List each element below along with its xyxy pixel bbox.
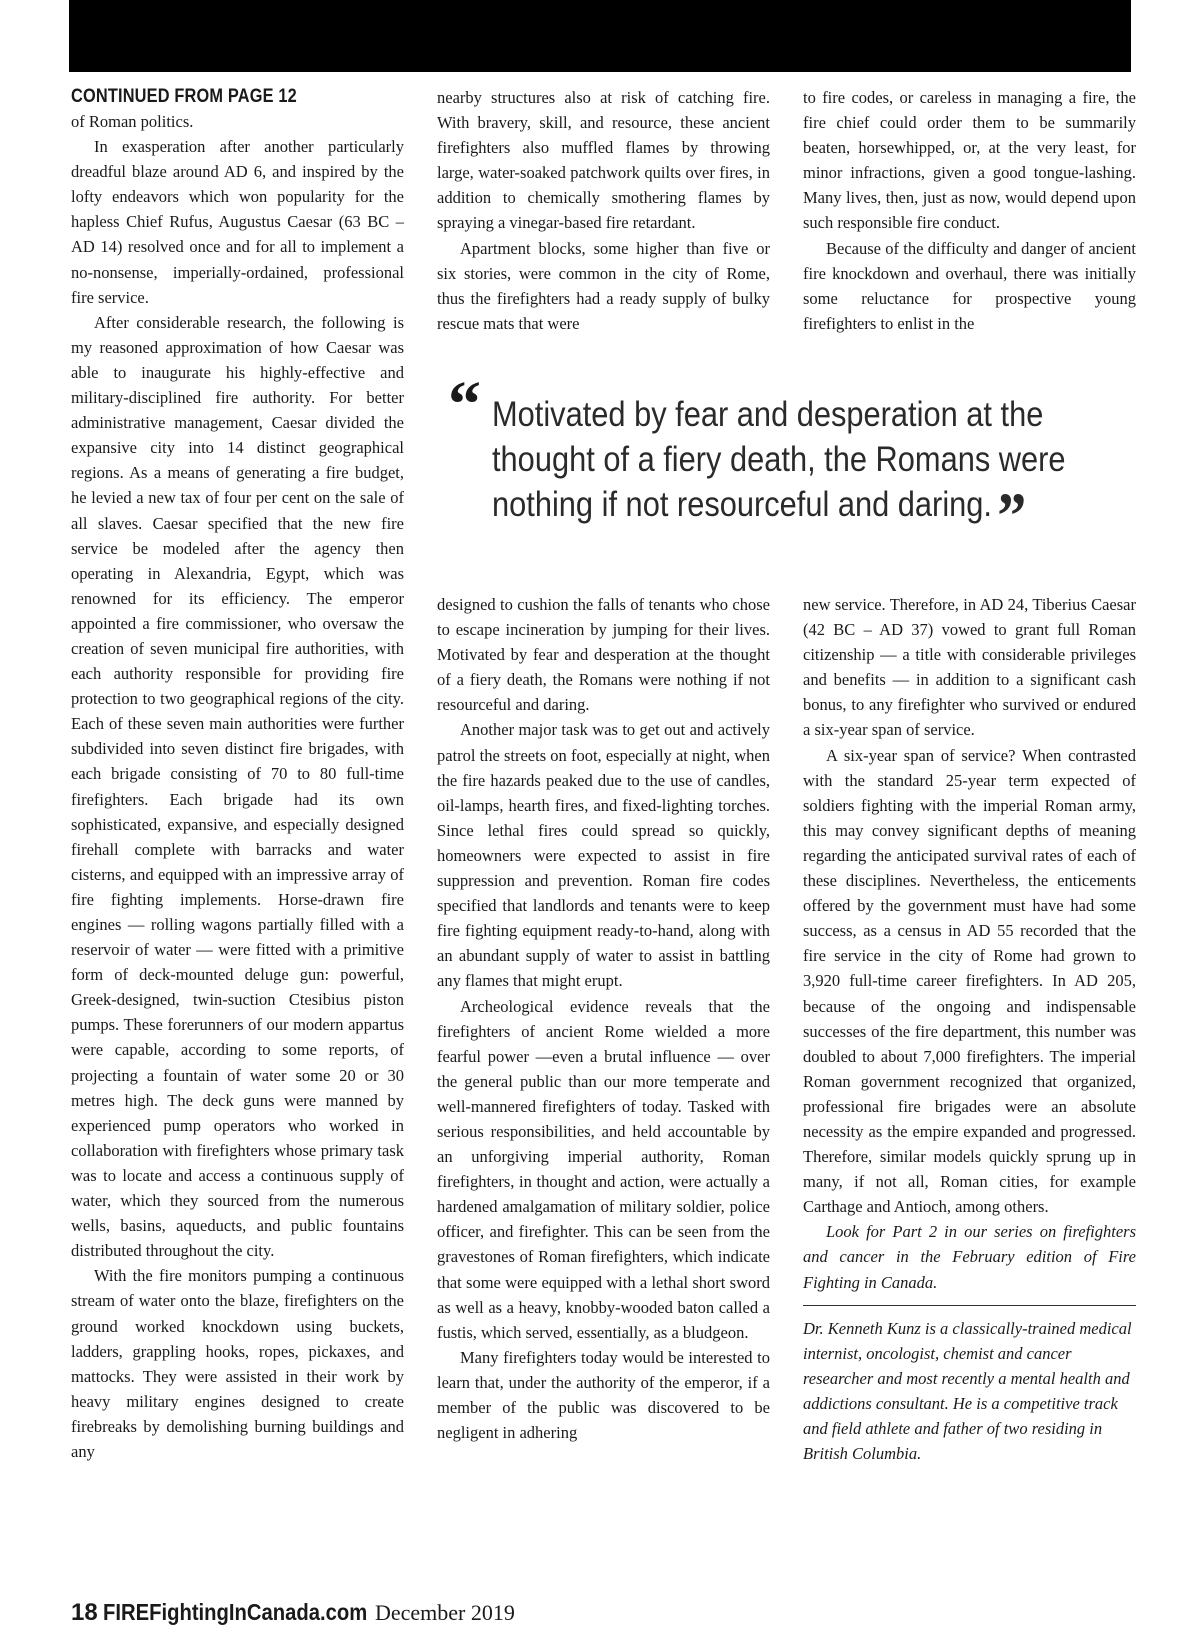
- article-column-1: [71, 85, 404, 1464]
- paragraph: After considerable research, the following is my reasoned approximation of how Caesar was able to inaugurate his highly-effective and military-disciplined fire authority. For better administrative management, Caesar divided the expansive city into 14 distinct geographical regions. As a means of generating a fire budget, he levied a new tax of four per cent on the sale of all slaves. Caesar specified that the new fire service be modeled after the agency then operating in Alexandria, Egypt, which was renowned for its efficiency. The emperor appointed a fire commissioner, who oversaw the creation of seven municipal fire authorities, with each authority responsible for providing fire protection to two geographical regions of the city. Each of these seven main authorities were further subdivided into seven distinct fire brigades, with each brigade consisting of 70 to 80 full-time firefighters. Each brigade had its own sophisticated, expansive, and especially designed firehall complete with barracks and water cisterns, and equipped with an impressive array of fire fighting implements. Horse-drawn fire engines — rolling wagons partially filled with a reservoir of water — were fitted with a primitive form of deck-mounted deluge gun: powerful, Greek-designed, twin-suction Ctesibius piston pumps. These forerunners of our modern appartus were capable, according to some reports, of projecting a fountain of water some 20 or 30 metres high. The deck guns were manned by experienced pump operators who worked in collaboration with firefighters whose primary task was to locate and access a continuous supply of water, which they sourced from the numerous wells, basins, aqueducts, and public fountains distributed throughout the city.: [71, 312, 404, 1261]
- paragraph: of Roman politics.: [71, 112, 194, 131]
- paragraph: Archeological evidence reveals that the firefighters of ancient Rome wielded a more fearful power —even a brutal influence — over the general public than our more temperate and well-mannered firefighters of today. Tasked with serious responsibilities, and held accountable by an unforgiving imperial authority, Roman firefighters, in thought and action, were actually a hardened amalgamation of military soldier, police officer, and firefighter. This can be seen from the gravestones of Roman firefighters, which indicate that some were equipped with a lethal short sword as well as a heavy, knobby-wooded baton called a fustis, which served, essentially, as a bludgeon.: [437, 996, 770, 1342]
- continued-from-label: CONTINUED FROM PAGE 12: [71, 86, 297, 107]
- series-note: Look for Part 2 in our series on firefighters and cancer in the February edition of Fire Fighting in Canada.: [803, 1222, 1136, 1292]
- paragraph: A six-year span of service? When contrasted with the standard 25-year term expected of soldiers fighting with the imperial Roman army, this may convey significant depths of meaning regarding the anticipated survival rates of each of these disciplines. Nevertheless, the enticements offered by the government must have had some success, as a census in AD 55 recorded that the fire service in the city of Rome had grown to 3,920 full-time career firefighters. In AD 205, because of the ongoing and indispensable successes of the fire department, this number was doubled to about 7,000 firefighters. The imperial Roman government recognized that organized, professional fire brigades were an absolute necessity as the empire expanded and progressed. Therefore, similar models quickly sprung up in many, if not all, Roman cities, for example Carthage and Antioch, among others.: [803, 745, 1136, 1217]
- article-column-3-top: [803, 85, 1136, 336]
- paragraph: With the fire monitors pumping a continuous stream of water onto the blaze, firefighters on the ground worked knockdown using buckets, ladders, grappling hooks, ropes, pickaxes, and mattocks. They were assisted in their work by heavy military engines designed to create firebreaks by demolishing burning buildings and any: [71, 1266, 404, 1461]
- paragraph: Another major task was to get out and actively patrol the streets on foot, especially at night, when the fire hazards peaked due to the use of candles, oil-lamps, hearth fires, and fixed-lighting torches. Since lethal fires could spread so quickly, homeowners were expected to assist in fire suppression and prevention. Roman fire codes specified that landlords and tenants were to keep fire fighting equipment ready-to-hand, along with an abundant supply of water to assist in battling any flames that might erupt.: [437, 720, 770, 991]
- pull-quote-text: Motivated by fear and desperation at the thought of a fiery death, the Romans were nothing if not resourceful and daring.: [492, 395, 1066, 524]
- close-quote-mark: ”: [997, 480, 1027, 553]
- paragraph: nearby structures also at risk of catching fire. With bravery, skill, and resource, these ancient firefighters also muffled flames by throwing large, water-soaked patchwork quilts over fires, in addition to chemically smothering flames by spraying a vinegar-based fire retardant.: [437, 88, 770, 233]
- page-number: 18: [71, 1599, 98, 1626]
- pull-quote-body: [492, 392, 1126, 553]
- paragraph: new service. Therefore, in AD 24, Tiberius Caesar (42 BC – AD 37) vowed to grant full Roman citizenship — a title with considerable privileges and benefits — in addition to a significant cash bonus, to any firefighter who survived or endured a six-year span of service.: [803, 595, 1136, 740]
- paragraph: to fire codes, or careless in managing a fire, the fire chief could order them to be summarily beaten, horsewhipped, or, at the very least, for minor infractions, given a good tongue-lashing. Many lives, then, just as now, would depend upon such responsible fire conduct.: [803, 88, 1136, 233]
- header-black-bar: [69, 0, 1131, 72]
- paragraph: Because of the difficulty and danger of ancient fire knockdown and overhaul, there was initially some reluctance for prospective young firefighters to enlist in the: [803, 238, 1136, 333]
- article-column-3-bottom: [803, 592, 1136, 1466]
- site-name: FIREFightingInCanada.com: [103, 1599, 368, 1625]
- paragraph: Many firefighters today would be interested to learn that, under the authority of the emperor, if a member of the public was discovered to be negligent in adhering: [437, 1347, 770, 1443]
- paragraph: designed to cushion the falls of tenants who chose to escape incineration by jumping for their lives. Motivated by fear and desperation at the thought of a fiery death, the Romans were nothing if not resourceful and daring.: [437, 595, 770, 715]
- article-column-2-top: [437, 85, 770, 336]
- pull-quote: [440, 368, 1140, 553]
- author-bio: Dr. Kenneth Kunz is a classically-trained medical internist, oncologist, chemist and cancer researcher and most recently a mental health and addictions consultant. He is a competitive track and field athlete and father of two residing in British Columbia.: [803, 1318, 1132, 1464]
- article-column-2-bottom: [437, 592, 770, 1445]
- paragraph: In exasperation after another particularly dreadful blaze around AD 6, and inspired by the lofty endeavors which won popularity for the hapless Chief Rufus, Augustus Caesar (63 BC – AD 14) resolved once and for all to implement a no-nonsense, imperially-ordained, professional fire service.: [71, 137, 404, 307]
- issue-date: December 2019: [374, 1600, 515, 1625]
- open-quote-mark: “: [448, 368, 481, 441]
- paragraph: Apartment blocks, some higher than five or six stories, were common in the city of Rome, thus the firefighters had a ready supply of bulky rescue mats that were: [437, 238, 770, 333]
- page-footer: [71, 1594, 515, 1630]
- divider: [803, 1305, 1136, 1306]
